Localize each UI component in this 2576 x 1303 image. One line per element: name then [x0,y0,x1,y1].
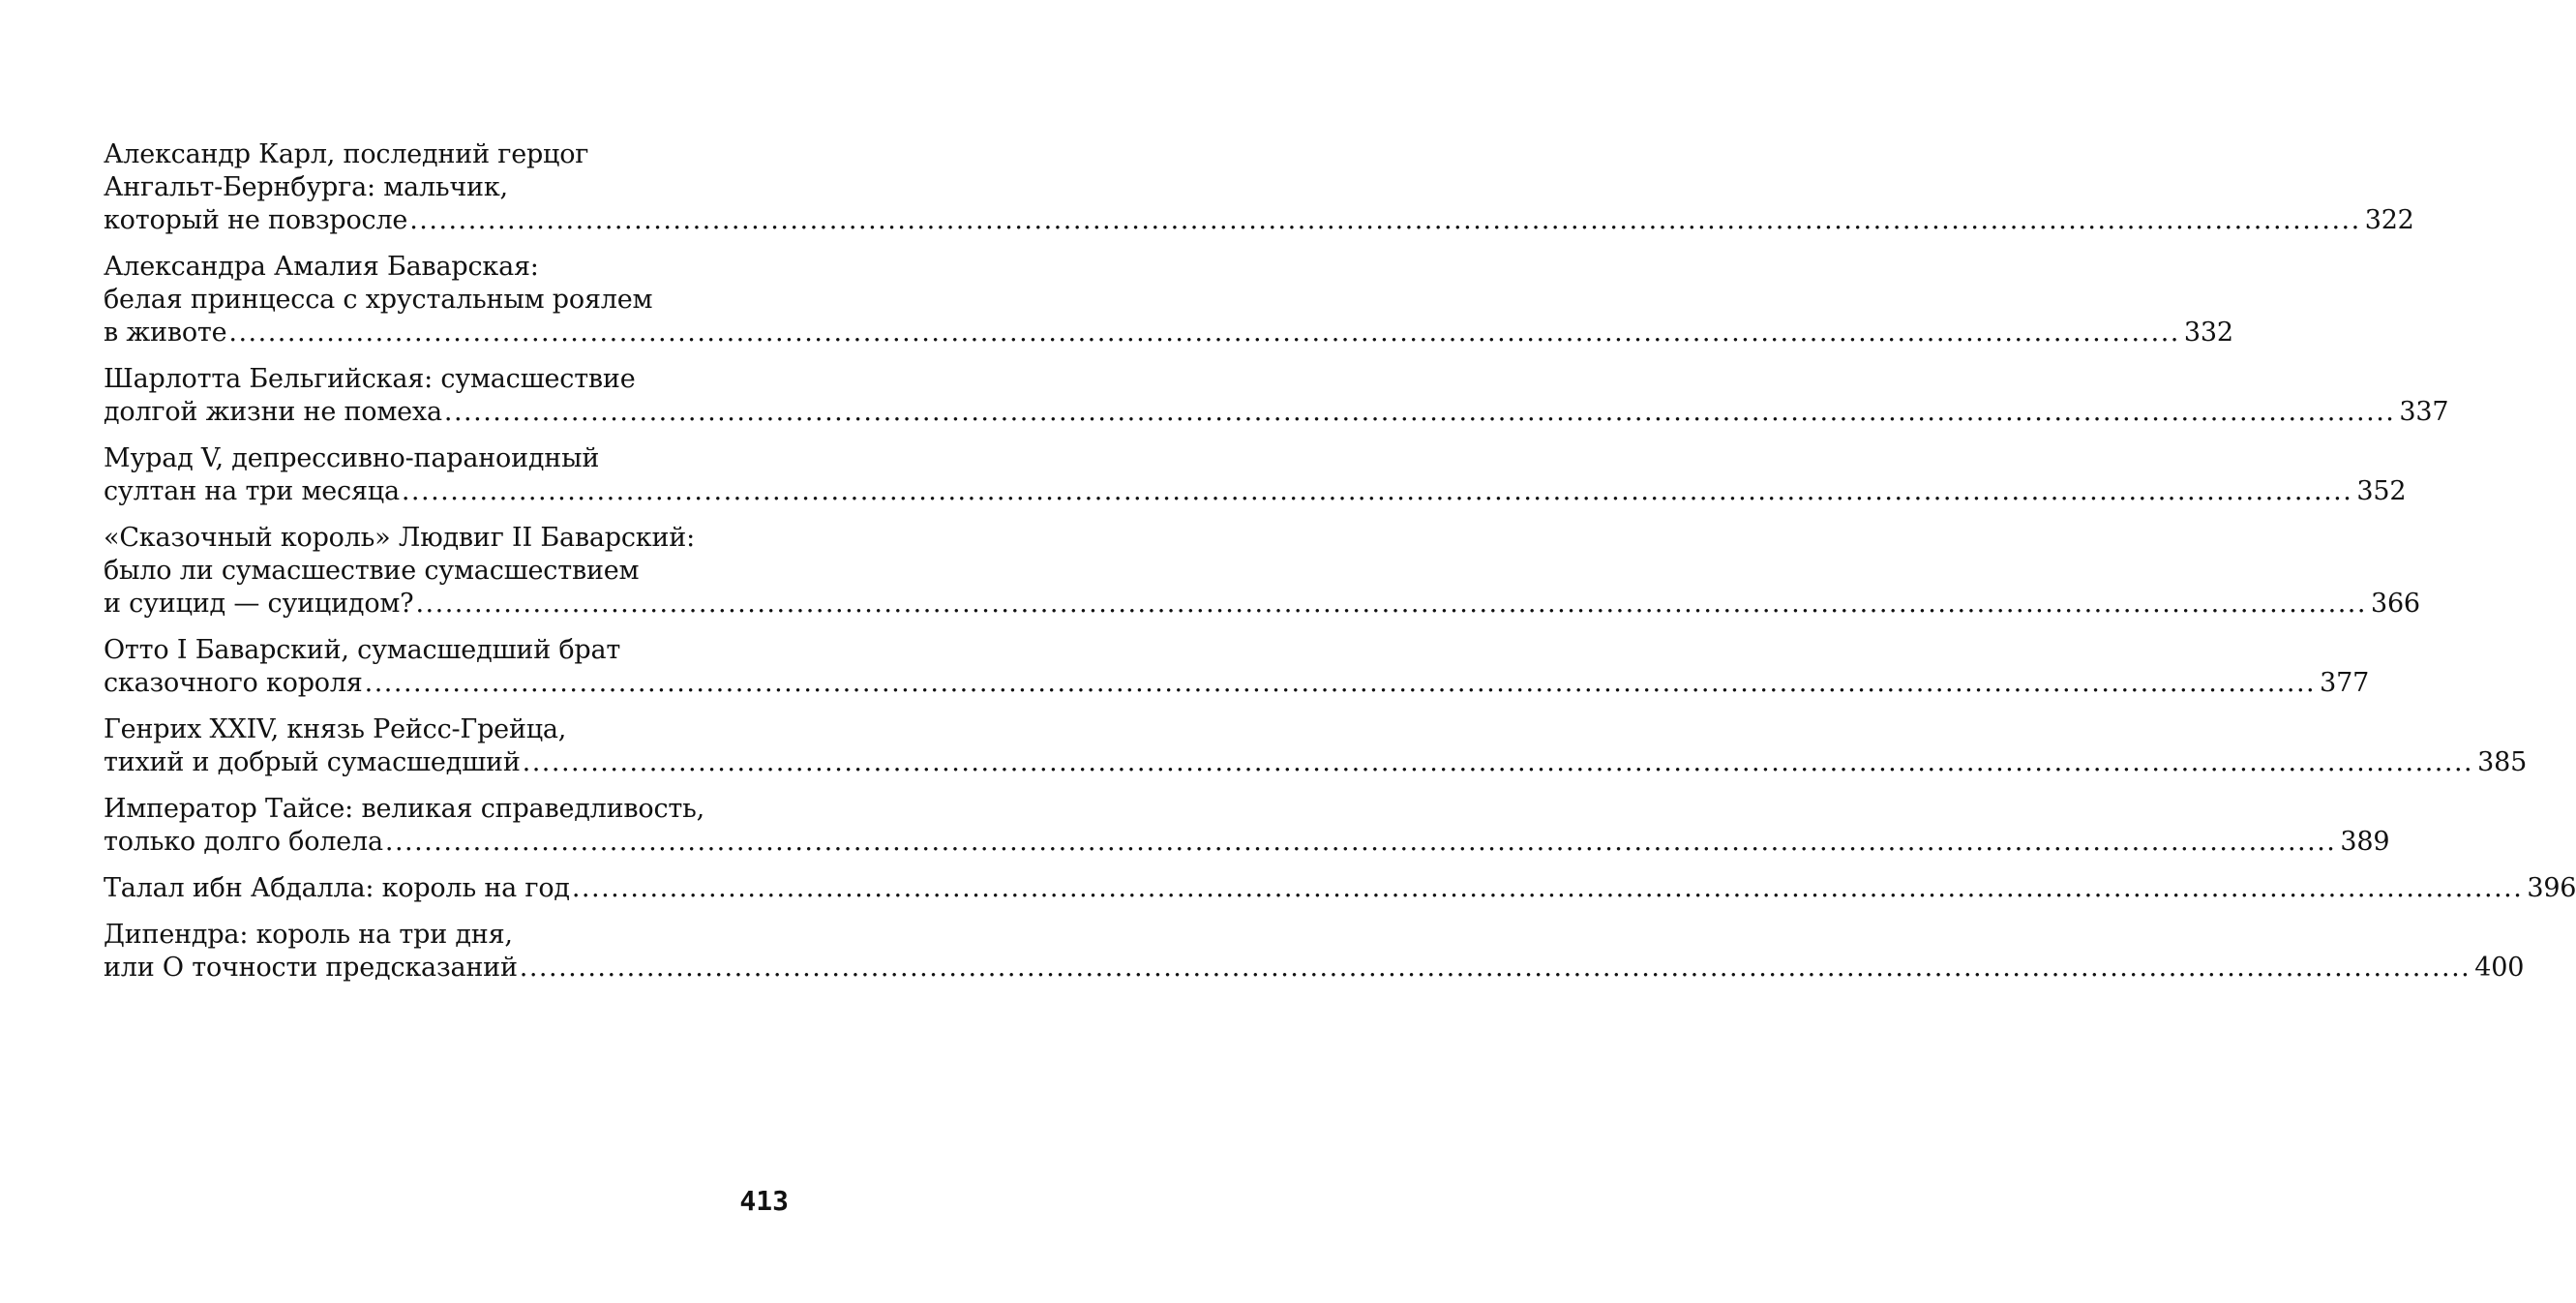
toc-entry [104,442,2407,508]
toc-entry [104,919,2525,985]
toc-entry-line: Отто I Баварский, сумасшедший брат [104,635,621,665]
toc-entry-line [104,872,2576,905]
toc-entry-page: 322 [2364,205,2414,235]
toc-entry-line: Александра Амалия Баварская: [104,252,539,282]
toc-entry-line [104,204,2414,237]
toc-entry-line: было ли сумасшествие сумасшествием [104,556,640,586]
toc-entry-page: 377 [2320,668,2370,698]
toc-entry-page: 385 [2477,747,2528,777]
toc-entry-page: 396 [2527,873,2576,903]
dot-leader: ........................................................................................................................................................................................................ [571,873,2524,903]
toc-entry-title: или О точности предсказаний [104,953,518,983]
dot-leader: ........................................................................................................................................................................................................ [401,476,2353,506]
toc-entry-title: султан на три месяца [104,476,400,506]
page-number: 413 [739,1185,789,1217]
toc-entry-title: сказочного короля [104,668,363,698]
dot-leader: ........................................................................................................................................................................................................ [228,318,2180,348]
toc-entry-line [104,588,2420,621]
dot-leader: ........................................................................................................................................................................................................ [522,747,2474,777]
dot-leader: ........................................................................................................................................................................................................ [415,589,2367,619]
toc-entry-line [104,746,2528,779]
toc-entry-page: 332 [2183,318,2233,348]
toc-entry-line: Ангальт-Бернбурга: мальчик, [104,172,508,202]
toc-entry [104,793,2390,859]
toc-entry-line: Император Тайсе: великая справедливость, [104,794,705,824]
toc-entry [104,872,2576,905]
toc-entry-page: 337 [2399,397,2449,427]
toc-entry-page: 352 [2356,476,2407,506]
toc-entry-title: долгой жизни не помеха [104,397,442,427]
toc-entry-title: Талал ибн Абдалла: король на год [104,873,570,903]
toc-entry-line: «Сказочный король» Людвиг II Баварский: [104,523,695,553]
toc-entry [104,363,2449,429]
toc-entry-line [104,475,2407,508]
toc-entry-page: 389 [2340,827,2390,857]
table-of-contents [104,138,2576,998]
toc-entry-line: Шарлотта Бельгийская: сумасшествие [104,364,636,394]
toc-entry-title: тихий и добрый сумасшедший [104,747,521,777]
toc-entry-title: только долго болела [104,827,383,857]
dot-leader: ........................................................................................................................................................................................................ [519,953,2471,983]
dot-leader: ........................................................................................................................................................................................................ [364,668,2317,698]
toc-entry-title: который не повзросле [104,205,408,235]
toc-entry [104,138,2414,237]
toc-entry-line: Александр Карл, последний герцог [104,139,589,169]
toc-entry-line [104,317,2233,349]
dot-leader: ........................................................................................................................................................................................................ [384,827,2337,857]
toc-entry-line: Дипендра: король на три дня, [104,920,513,950]
toc-entry [104,634,2370,700]
toc-entry-line [104,396,2449,429]
toc-entry [104,713,2528,779]
toc-entry-line: Мурад V, депрессивно-параноидный [104,443,600,473]
toc-entry [104,251,2233,349]
toc-entry-line [104,952,2525,985]
dot-leader: ........................................................................................................................................................................................................ [443,397,2396,427]
toc-entry-page: 400 [2474,953,2525,983]
toc-entry-title: и суицид — суицидом? [104,589,414,619]
toc-entry-line [104,667,2370,700]
toc-entry-page: 366 [2370,589,2420,619]
dot-leader: ........................................................................................................................................................................................................ [409,205,2361,235]
toc-entry-line: белая принцесса с хрустальным роялем [104,285,653,315]
toc-entry-line [104,826,2390,859]
toc-entry-line: Генрих XXIV, князь Рейсс-Грейца, [104,714,567,744]
toc-entry [104,522,2420,621]
toc-entry-title: в животе [104,318,227,348]
